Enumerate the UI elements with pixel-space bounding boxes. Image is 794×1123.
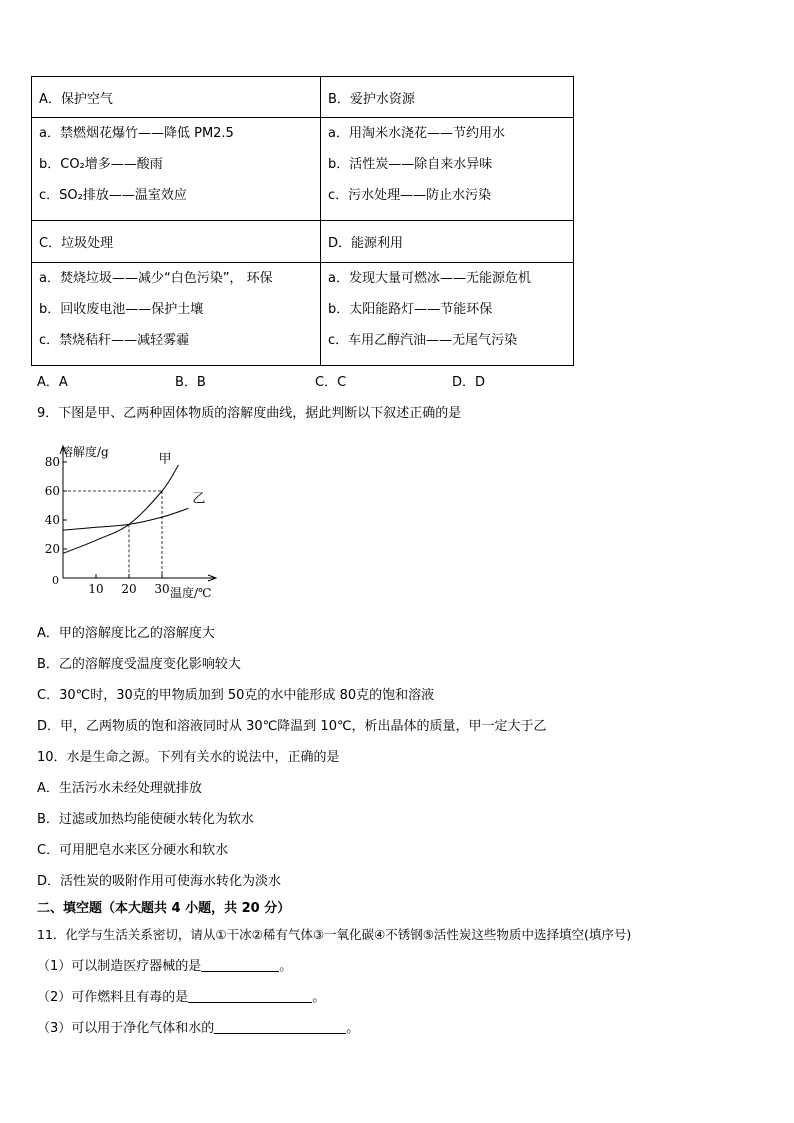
cell-d-items — [321, 262, 574, 365]
q11-part-2-text: （2）可作燃料且有毒的是 — [37, 990, 189, 1005]
cell-b-item: a．用淘米水浇花——节约用水 — [328, 126, 505, 142]
q10-option-a[interactable]: A．生活污水未经处理就排放 — [37, 781, 202, 796]
q9-option-a[interactable]: A．甲的溶解度比乙的溶解度大 — [37, 626, 215, 641]
section-heading: 二、填空题（本大题共 4 小题，共 20 分） — [37, 901, 291, 916]
cell-b-items — [321, 118, 574, 221]
cell-c-title: C．垃圾处理 — [32, 221, 321, 262]
x-tick-label: 30 — [154, 582, 170, 596]
origin-label: 0 — [52, 574, 59, 587]
q9-option-c[interactable]: C．30℃时，30克的甲物质加到 50克的水中能形成 80克的饱和溶液 — [37, 688, 435, 703]
q11-answer-blank-1[interactable] — [201, 958, 279, 972]
series-label: 乙 — [192, 491, 206, 507]
end-mark: 。 — [312, 990, 326, 1005]
cell-c-item: a．焚烧垃圾——减少“白色污染”， 环保 — [39, 270, 273, 286]
x-tick-label: 10 — [88, 582, 104, 596]
cell-d-title: D．能源利用 — [321, 221, 574, 262]
q11-stem: 11．化学与生活关系密切，请从①干冰②稀有气体③一氧化碳④不锈钢⑤活性炭这些物质中选择填空(填序号) — [37, 927, 632, 942]
cell-d-item: b．太阳能路灯——节能环保 — [328, 301, 493, 317]
q9-option-b[interactable]: B．乙的溶解度受温度变化影响较大 — [37, 657, 241, 672]
q11-part-1 — [37, 958, 292, 975]
x-tick-label: 20 — [121, 582, 137, 596]
cell-a-title: A．保护空气 — [32, 77, 321, 118]
q11-answer-blank-2[interactable] — [188, 989, 312, 1003]
q9-option-d[interactable]: D．甲，乙两物质的饱和溶液同时从 30℃降温到 10℃，析出晶体的质量，甲一定大于乙 — [37, 719, 547, 734]
cell-c-item: c．禁烧秸秆——减轻雾霾 — [39, 332, 190, 348]
cell-a-items — [32, 118, 321, 221]
cell-c-items — [32, 262, 321, 365]
solubility-chart — [30, 440, 240, 610]
q11-part-3-text: （3）可以用于净化气体和水的 — [37, 1021, 215, 1036]
cell-b-item: c．污水处理——防止水污染 — [328, 188, 492, 204]
y-tick-label: 60 — [44, 484, 60, 498]
cell-b-title: B．爱护水资源 — [321, 77, 574, 118]
y-tick-label: 40 — [44, 513, 60, 527]
options-table — [31, 76, 574, 366]
q11-part-2 — [37, 989, 325, 1006]
q10-option-b[interactable]: B．过滤或加热均能使硬水转化为软水 — [37, 812, 254, 827]
cell-b-item: b．活性炭——除自来水异味 — [328, 157, 493, 173]
q11-answer-blank-3[interactable] — [214, 1020, 346, 1034]
y-tick-label: 80 — [44, 455, 60, 469]
q10-option-c[interactable]: C．可用肥皂水来区分硬水和软水 — [37, 843, 229, 858]
q10-option-d[interactable]: D．活性炭的吸附作用可使海水转化为淡水 — [37, 874, 282, 889]
q11-part-3 — [37, 1020, 359, 1037]
end-mark: 。 — [346, 1021, 360, 1036]
series-curve-jia — [63, 465, 179, 553]
cell-d-item: c．车用乙醇汽油——无尾气污染 — [328, 332, 518, 348]
q8-option-d[interactable]: D．D — [452, 375, 486, 390]
q11-part-1-text: （1）可以制造医疗器械的是 — [37, 959, 202, 974]
x-axis-label: 温度/℃ — [170, 586, 212, 600]
q8-option-b[interactable]: B．B — [175, 375, 206, 390]
cell-d-item: a．发现大量可燃冰——无能源危机 — [328, 270, 531, 286]
q10-stem: 10．水是生命之源。下列有关水的说法中，正确的是 — [37, 750, 340, 765]
cell-a-item: a．禁燃烟花爆竹——降低 PM2.5 — [39, 126, 234, 142]
y-tick-label: 20 — [44, 542, 60, 556]
series-label: 甲 — [158, 451, 172, 467]
cell-c-item: b．回收废电池——保护土壤 — [39, 301, 204, 317]
y-axis-label: 溶解度/g — [61, 445, 109, 459]
q9-stem: 9．下图是甲、乙两种固体物质的溶解度曲线，据此判断以下叙述正确的是 — [37, 406, 462, 421]
q8-option-a[interactable]: A．A — [37, 375, 68, 390]
cell-a-item: c．SO₂排放——温室效应 — [39, 188, 187, 204]
end-mark: 。 — [279, 959, 293, 974]
cell-a-item: b．CO₂增多——酸雨 — [39, 157, 163, 173]
q8-option-c[interactable]: C．C — [315, 375, 347, 390]
